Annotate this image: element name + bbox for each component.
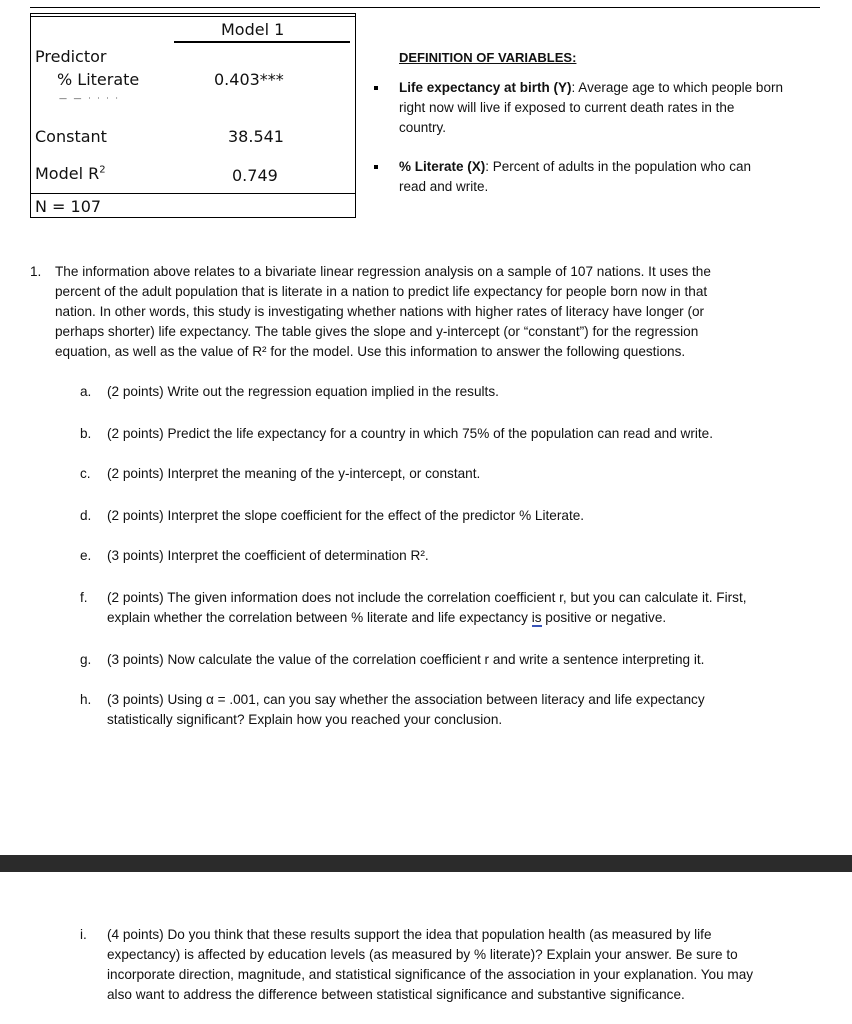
model-header: Model 1 (221, 20, 285, 39)
definition-text: : Average age to which people born (571, 80, 783, 95)
subquestion-text (107, 690, 819, 730)
definition-text: right now will live if exposed to current death rates in the (399, 100, 735, 115)
definition-term: Life expectancy at birth (Y) (399, 80, 572, 95)
subquestion-letter: g. (80, 652, 92, 667)
definition-term: % Literate (X) (399, 159, 486, 174)
subquestion-text (107, 588, 819, 628)
definition-life-expectancy (399, 78, 819, 138)
constant-value: 38.541 (228, 127, 284, 146)
model-r2-label-text: Model R (35, 164, 100, 183)
subquestion-letter: f. (80, 590, 88, 605)
definitions-title: DEFINITION OF VARIABLES: (399, 50, 577, 65)
subquestion-line-part: positive or negative. (541, 610, 667, 625)
subquestion-line: (3 points) Using α = .001, can you say whether the association between literacy and life expectancy (107, 692, 705, 707)
sample-size-label: N = 107 (35, 197, 102, 216)
question-line: percent of the adult population that is literate in a nation to predict life expectancy for people born now in that (55, 284, 708, 299)
model-r2-label (35, 164, 106, 183)
subquestion-letter: a. (80, 384, 92, 399)
subquestion-text: (3 points) Now calculate the value of the correlation coefficient r and write a sentence interpreting it. (107, 652, 705, 667)
subquestion-line: statistically significant? Explain how you reached your conclusion. (107, 712, 503, 727)
question-line: perhaps shorter) life expectancy. The table gives the slope and y-intercept (or “constant”) for the regression (55, 324, 699, 339)
model-r2-value: 0.749 (232, 166, 278, 185)
subquestion-letter: i. (80, 927, 87, 942)
model-r2-superscript: 2 (99, 164, 106, 176)
subquestion-text (107, 925, 819, 1005)
literate-label: % Literate (57, 70, 140, 89)
subquestion-line-part: explain whether the correlation between % literate and life expectancy (107, 610, 532, 625)
subquestion-text: (2 points) Interpret the meaning of the y-intercept, or constant. (107, 466, 481, 481)
subquestion-text: (2 points) Write out the regression equation implied in the results. (107, 384, 499, 399)
subquestion-line: expectancy) is affected by education levels (as measured by % literate)? Explain your answer. Be sure to (107, 947, 738, 962)
cut-off-text-fragment: — — · · · · (59, 94, 120, 100)
subquestion-text: (2 points) Predict the life expectancy for a country in which 75% of the population can read and write. (107, 426, 714, 441)
subquestion-text: (3 points) Interpret the coefficient of determination R². (107, 548, 429, 563)
subquestion-line: (2 points) The given information does not include the correlation coefficient r, but you can calculate it. First, (107, 590, 747, 605)
bullet-icon (374, 86, 378, 90)
subquestion-letter: b. (80, 426, 92, 441)
question-line: equation, as well as the value of R² for the model. Use this information to answer the following questions. (55, 344, 686, 359)
question-number: 1. (30, 264, 42, 279)
question-prompt (55, 262, 815, 362)
model-header-underline (174, 41, 350, 43)
subquestion-letter: d. (80, 508, 92, 523)
n-row-rule (31, 193, 355, 194)
subquestion-text: (2 points) Interpret the slope coefficient for the effect of the predictor % Literate. (107, 508, 585, 523)
subquestion-letter: c. (80, 466, 91, 481)
subquestion-line: (4 points) Do you think that these results support the idea that population health (as measured by life (107, 927, 712, 942)
definition-percent-literate (399, 157, 819, 197)
page-break-band (0, 855, 852, 872)
top-horizontal-rule (30, 7, 820, 8)
definition-text: read and write. (399, 179, 489, 194)
subquestion-line (107, 608, 819, 628)
regression-results-table (30, 13, 356, 218)
bullet-icon (374, 165, 378, 169)
constant-label: Constant (35, 127, 107, 146)
predictor-label: Predictor (35, 47, 107, 66)
definition-text: country. (399, 120, 447, 135)
question-line: The information above relates to a bivariate linear regression analysis on a sample of 107 nations. It uses the (55, 264, 711, 279)
table-inner-top-rule (31, 16, 355, 17)
subquestion-letter: h. (80, 692, 92, 707)
definition-text: : Percent of adults in the population who can (485, 159, 751, 174)
spellcheck-underlined-word: is (531, 610, 542, 625)
literate-coefficient: 0.403*** (214, 70, 284, 89)
subquestion-line: incorporate direction, magnitude, and statistical significance of the association in your explanation. You may (107, 967, 754, 982)
question-line: nation. In other words, this study is investigating whether nations with higher rates of literacy have longer (or (55, 304, 705, 319)
subquestion-line: also want to address the difference between statistical significance and substantive significance. (107, 987, 685, 1002)
subquestion-letter: e. (80, 548, 92, 563)
